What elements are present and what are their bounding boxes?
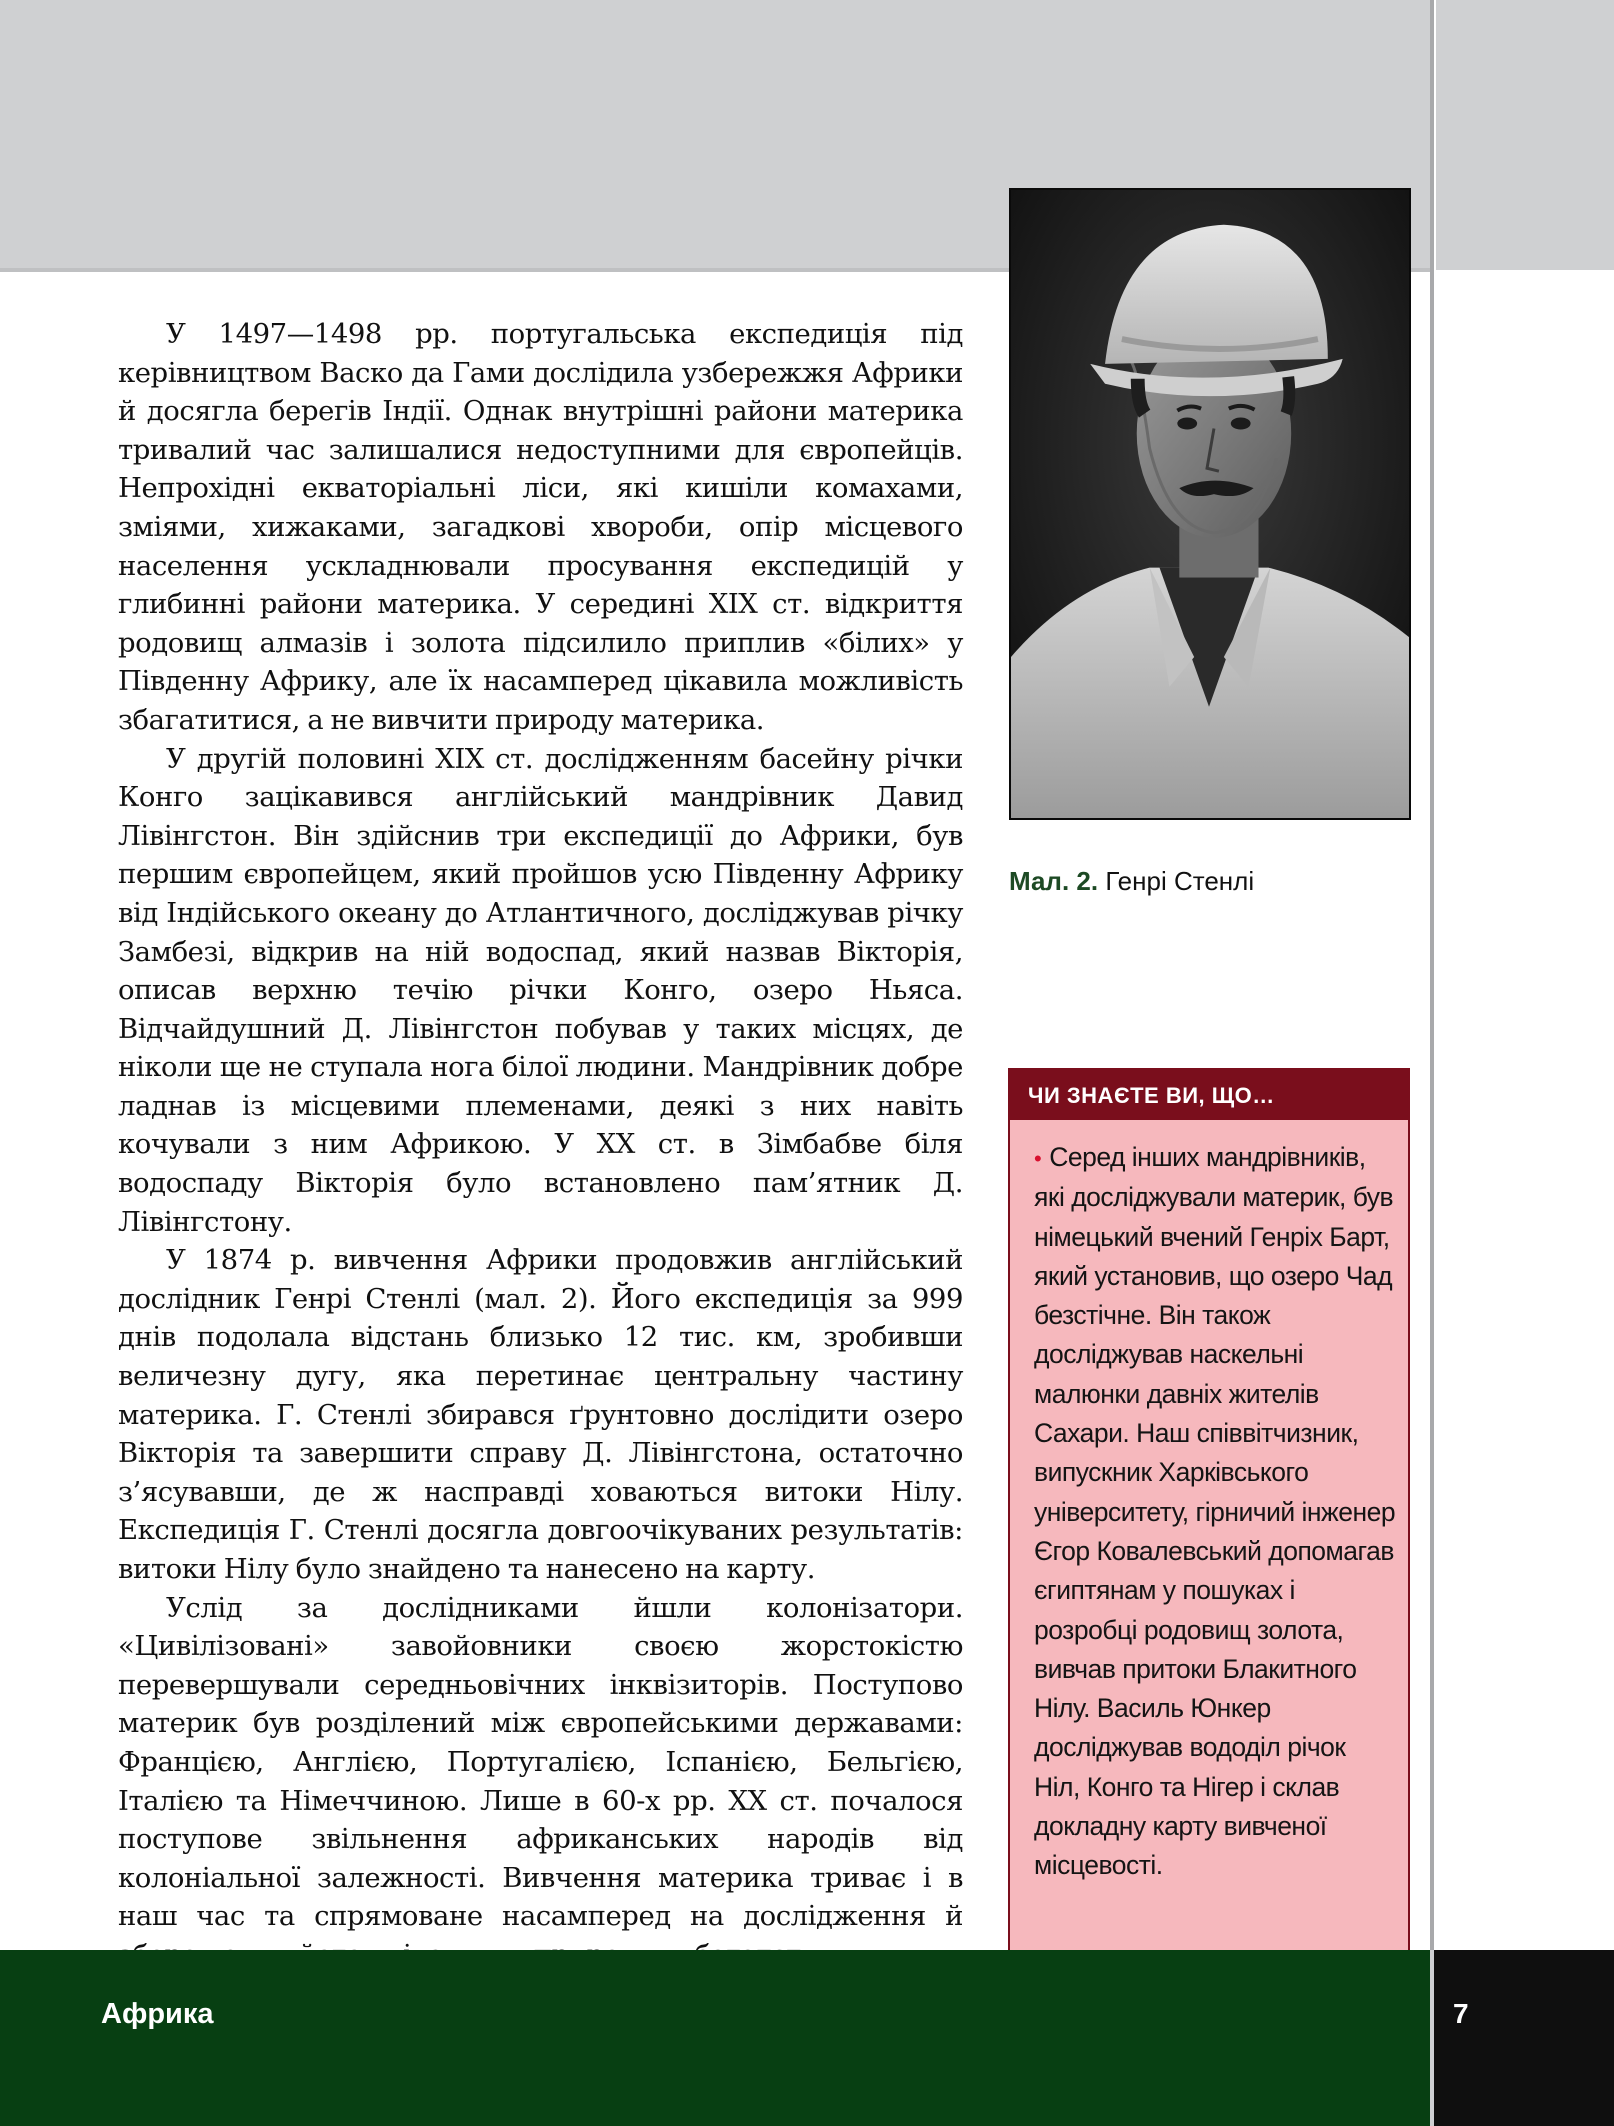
article-body	[118, 315, 963, 1975]
paragraph-4: Услід за дослідниками йшли колонізатори. «Цивілізовані» завойовники своєю жорстокістю перевершували середньовічних інквізиторів. Поступово материк був розділений між європейськими державами: Францією, Англією, Португалією, Іспанією, Бельгією, Італією та Німеччиною. Лише в 60-х рр. XX ст. почалося поступове звільнення африканських народів від колоніальної залежності. Вивчення материка триває і в наш час та спрямоване насамперед на дослідження й	[118, 1591, 963, 1933]
portrait-photo	[1009, 188, 1411, 820]
bullet-icon: •	[1034, 1146, 1042, 1171]
paragraph-1: У 1497—1498 рр. португальська експедиція під керівництвом Васко да Гами дослідила узбережжя Африки й досягла берегів Індії. Однак внутрішні райони материка тривалий час залишалися недоступними для європейців. Непрохідні екваторіальні ліси, які кишіли комахами, зміями, хижаками, загадкові хвороби, опір місцевого населення ускладнювали просування експедицій у глибинні райони материка. У середині XIX ст. відкриття родовищ алмазів і золота підсилило приплив «білих» у Південну Африку, але їх насамперед цікавила можливість збагатитися, а не вивчити природу материка.	[118, 318, 963, 736]
top-band-margin	[1436, 0, 1614, 270]
paragraph-2: У другій половині XIX ст. дослідженням басейну річки Конго зацікавився англійський мандрівник Давид Лівінгстон. Він здійснив три експедиції до Африки, був першим європейцем, який пройшов усю Південну Африку від Індійського океану до Атлантичного, досліджував річку Замбезі, відкрив на ній водоспад, який назвав Вікторія, описав верхню течію річки Конго, озеро Ньяса. Відчайдушний Д. Лівінгстон побував у таких місцях, де ніколи ще не ступала нога білої людини. Мандрівник добре ладнав із місцевими племенами, деякі з них навіть кочували з ним Африкою. У XX ст. в Зімбабве біля водоспаду Вікторія було встановлено пам’ятник Д. Лівінгстону.	[118, 742, 963, 1238]
paragraph-3: У 1874 р. вивчення Африки продовжив англійський дослідник Генрі Стенлі (мал. 2). Його експедиція за 999 днів подолала відстань близько 12 тис. км, зробивши величезну дугу, яка перетинає центральну частину материка. Г. Стенлі збирався ґрунтовно дослідити озеро Вікторія та завершити справу Д. Лівінгстона, остаточно з’ясувавши, де ж насправді ховаються витоки Нілу. Експедиція Г. Стенлі досягла довгоочікуваних результатів: витоки Нілу було знайдено та нанесено на карту.	[118, 1244, 963, 1585]
did-you-know-text-block	[1010, 1120, 1408, 1886]
did-you-know-heading: ЧИ ЗНАЄТЕ ВИ, ЩО…	[1010, 1070, 1408, 1120]
page-footer	[0, 1950, 1614, 2126]
did-you-know-text: Серед інших мандрівників, які досліджували материк, був німецький вчений Генріх Барт, який установив, що озеро Чад безстічне. Він також досліджував наскельні малюнки давніх жителів Сахари. Наш співвітчизник, випускник Харківського університету, гірничий інженер Єгор Ковалевський допомагав єгиптянам у пошуках і розробці родовищ золота, вивчав притоки Блакитного Нілу. Василь Юнкер досліджував вододіл річок Ніл, Конго та Нігер і склав докладну карту вивченої місцевості.	[1034, 1142, 1396, 1881]
figure-caption-text: Генрі Стенлі	[1105, 866, 1255, 896]
footer-page-block	[1434, 1950, 1614, 2126]
figure-label: Мал. 2.	[1009, 866, 1099, 896]
section-title: Африка	[101, 1998, 214, 2030]
footer-green-band	[0, 1950, 1430, 2126]
margin-divider	[1430, 0, 1434, 1950]
did-you-know-box	[1008, 1068, 1410, 1970]
page-number: 7	[1453, 1998, 1469, 2029]
figure-caption	[1009, 866, 1254, 897]
